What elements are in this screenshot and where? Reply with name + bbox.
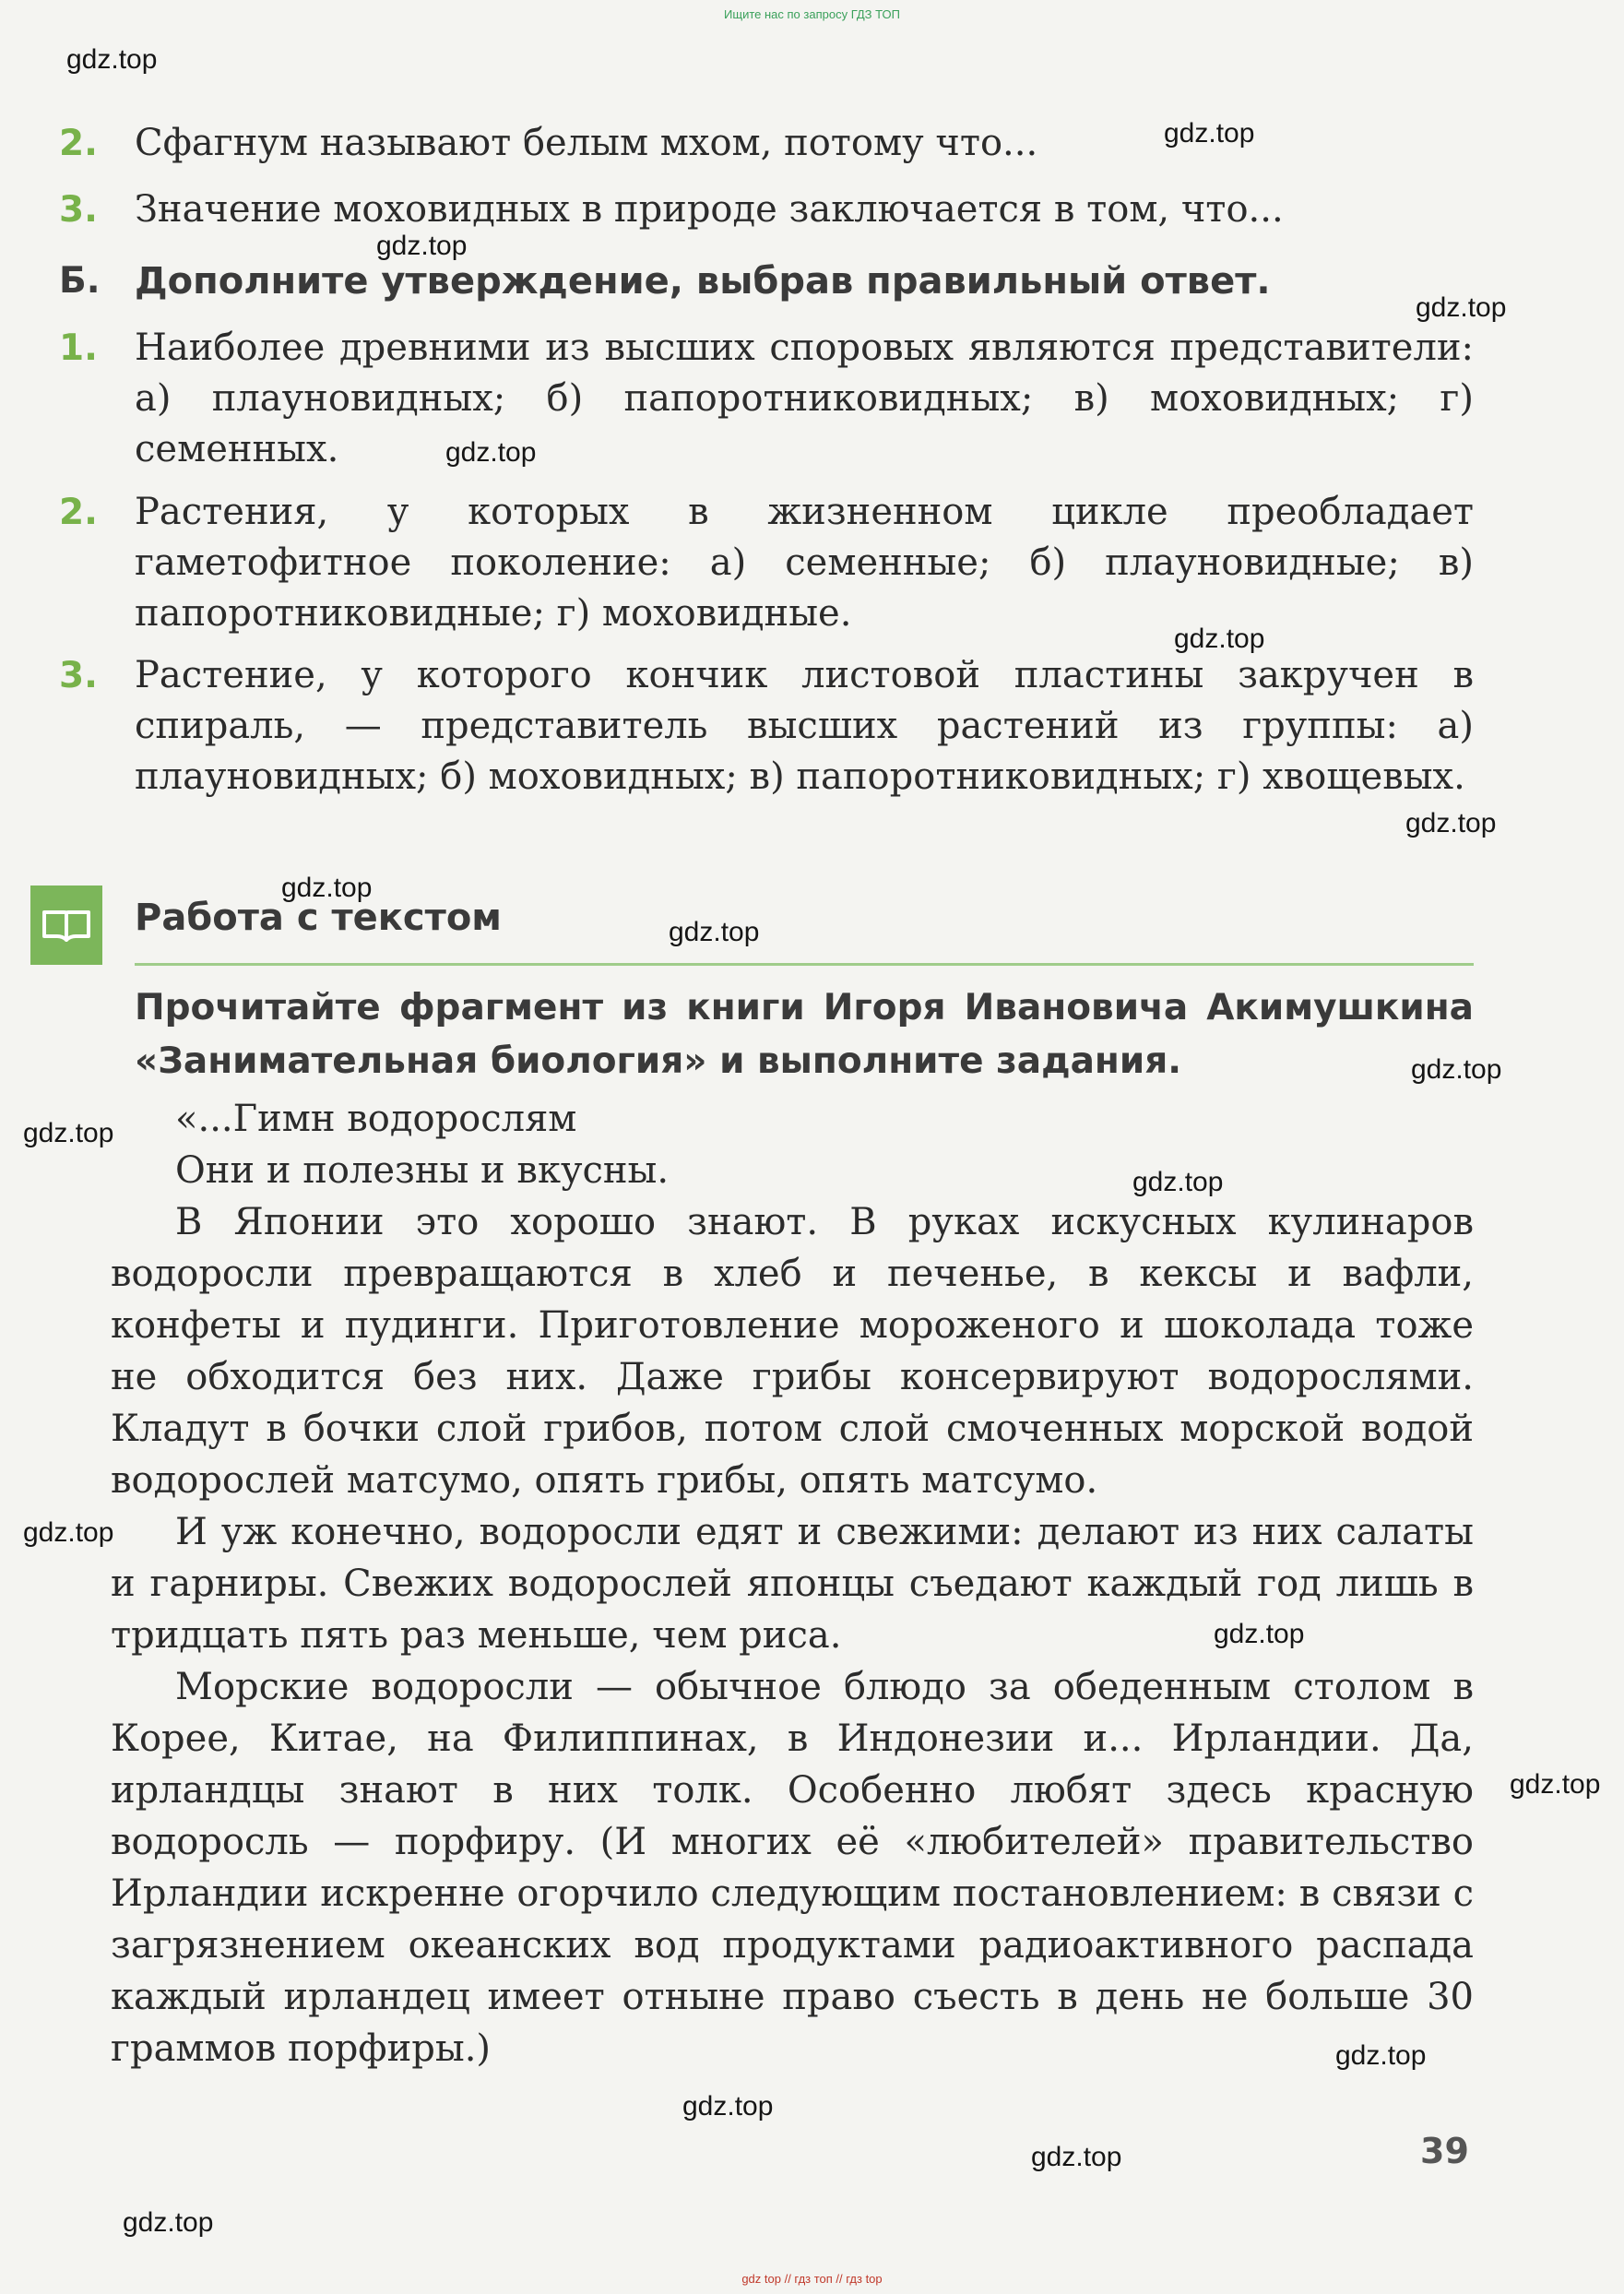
paragraph: В Японии это хорошо знают. В руках искусных кулинаров водоросли превращаются в хлеб и печенье, в кексы и вафли, конфеты и пудинги. Приготовление мороженого и шоколада тоже не обходится без них. Даже грибы консервируют водорослями. Кладут в бочки слой грибов, потом слой смоченных морской водой водорослей матсумо, опять грибы, опять матсумо. bbox=[111, 1201, 1474, 1502]
watermark: gdz.top bbox=[1164, 118, 1255, 149]
watermark: gdz.top bbox=[281, 873, 373, 903]
watermark: gdz.top bbox=[682, 2091, 774, 2122]
question-text: Растение, у которого кончик листовой пластины закручен в спираль, — представитель высших растений из группы: а) плауновидных; б) моховидных; в) папоротниковидных; г) хвощевых. bbox=[135, 654, 1474, 798]
paragraph: Они и полезны и вкусны. bbox=[175, 1149, 670, 1192]
watermark: gdz.top bbox=[376, 231, 468, 261]
watermark: gdz.top bbox=[1510, 1769, 1601, 1800]
item-number: 2. bbox=[59, 492, 98, 533]
question-text: Сфагнум называют белым мхом, потому что... bbox=[135, 122, 1038, 164]
section-letter: Б. bbox=[59, 260, 101, 302]
section-title: Работа с текстом bbox=[135, 897, 502, 939]
watermark: gdz.top bbox=[66, 44, 158, 75]
watermark: gdz.top bbox=[123, 2207, 214, 2238]
watermark: gdz.top bbox=[1174, 624, 1265, 654]
item-number: 3. bbox=[59, 655, 98, 696]
paragraph: И уж конечно, водоросли едят и свежими: делают из них салаты и гарниры. Свежих водорослей японцы съедают каждый год лишь в тридцать пять раз меньше, чем риса. bbox=[111, 1511, 1474, 1657]
question-text: Наиболее древними из высших споровых являются представители: а) плауновидных; б) папоротниковидных; в) моховидных; г) семенных. bbox=[135, 327, 1474, 470]
bottom-note: gdz top // гдз топ // гдз top bbox=[741, 2272, 883, 2286]
watermark: gdz.top bbox=[669, 917, 760, 947]
watermark: gdz.top bbox=[1031, 2142, 1122, 2172]
page-number: 39 bbox=[1420, 2131, 1469, 2171]
watermark: gdz.top bbox=[1411, 1054, 1502, 1085]
item-number: 1. bbox=[59, 327, 98, 369]
watermark: gdz.top bbox=[23, 1118, 114, 1148]
item-number: 2. bbox=[59, 123, 98, 164]
watermark: gdz.top bbox=[445, 437, 537, 468]
watermark: gdz.top bbox=[1132, 1167, 1224, 1197]
watermark: gdz.top bbox=[1405, 808, 1497, 838]
book-icon bbox=[30, 886, 102, 965]
paragraph: Морские водоросли — обычное блюдо за обеденным столом в Корее, Китае, на Филиппинах, в Индонезии и... Ирландии. Да, ирландцы знают в них толк. Особенно любят здесь красную водоросль — порфиру. (И многих её «любителей» правительство Ирландии искренне огорчило следующим постановлением: в связи с загрязнением океанских вод продуктами радиоактивного распада каждый ирландец имеет отныне право съесть в день не больше 30 граммов порфиры.) bbox=[111, 1666, 1474, 2070]
watermark: gdz.top bbox=[1335, 2040, 1427, 2071]
watermark: gdz.top bbox=[1416, 292, 1507, 323]
reading-text bbox=[111, 1093, 1474, 2074]
section-heading: Дополните утверждение, выбрав правильный ответ. bbox=[135, 260, 1271, 303]
paragraph: «...Гимн водорослям bbox=[175, 1098, 577, 1140]
watermark: gdz.top bbox=[23, 1517, 114, 1548]
watermark: gdz.top bbox=[1214, 1619, 1305, 1649]
question-text: Значение моховидных в природе заключается в том, что... bbox=[135, 188, 1284, 231]
item-number: 3. bbox=[59, 189, 98, 231]
task-instruction: Прочитайте фрагмент из книги Игоря Ивановича Акимушкина «Занимательная биология» и выполните задания. bbox=[135, 987, 1474, 1082]
top-note: Ищите нас по запросу ГДЗ ТОП bbox=[724, 7, 900, 21]
divider bbox=[135, 963, 1474, 966]
question-text: Растения, у которых в жизненном цикле преобладает гаметофитное поколение: а) семенные; б) плауновидные; в) папоротниковидные; г) моховидные. bbox=[135, 491, 1474, 635]
